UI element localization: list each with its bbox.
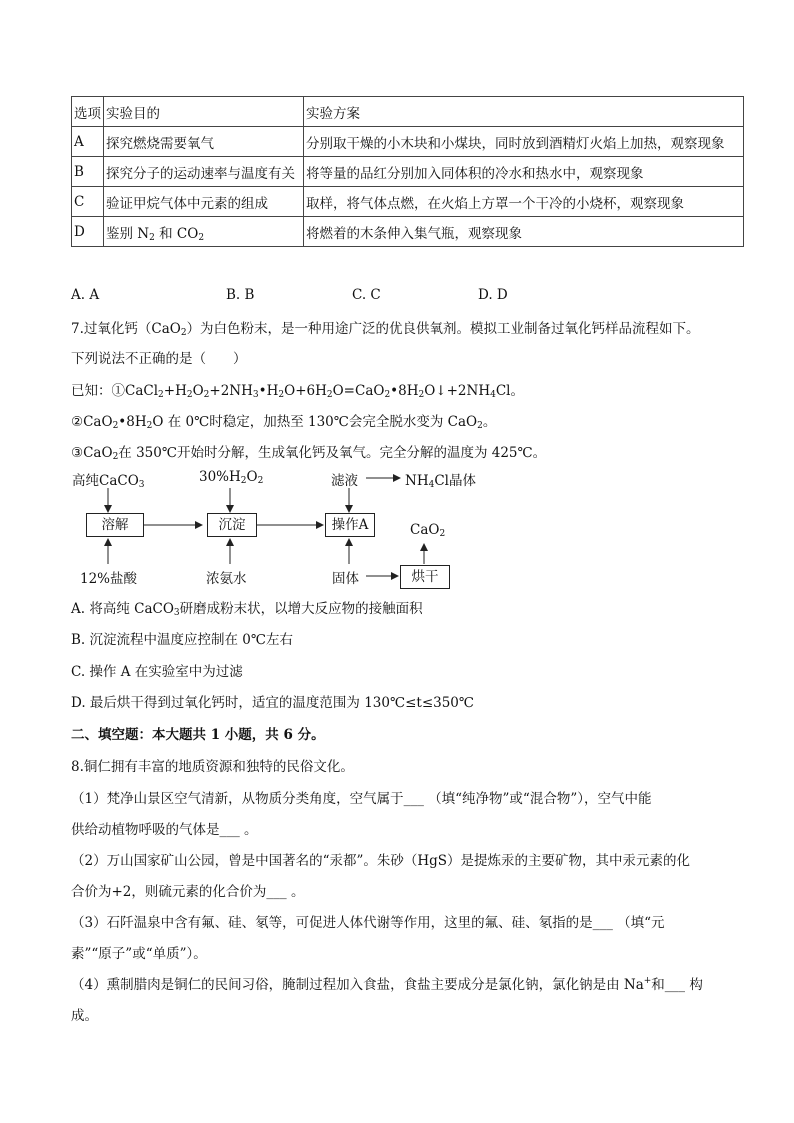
experiment-table: [71, 96, 744, 247]
q7-known-1: 已知：$①CaCl_2+H_2O_2+2NH_3•H_2O+6H_2O=CaO_2•8H_2O↓+2NH_4Cl$。: [71, 383, 524, 400]
q8-part2-line2: 合价为+2，则硫元素的化合价为___ 。: [71, 884, 305, 900]
section-2-heading: 二、填空题：本大题共 1 小题，共 6 分。: [71, 727, 325, 743]
row-plan: 将等量的品红分别加入同体积的冷水和热水中，观察现象: [304, 157, 744, 187]
process-flow-diagram: [60, 464, 520, 596]
table-header-row: [72, 97, 744, 127]
table-row: [72, 157, 744, 187]
choice-d[interactable]: D. D: [478, 287, 508, 303]
choice-b[interactable]: B. B: [226, 287, 255, 303]
q7-option-d[interactable]: D. 最后烘干得到过氧化钙时，适宜的温度范围为 130℃≤t≤350℃: [71, 695, 475, 711]
row-option: C: [72, 187, 104, 217]
row-purpose: 探究燃烧需要氧气: [104, 127, 304, 157]
table-row: [72, 187, 744, 217]
q8-part1-line2: 供给动植物呼吸的气体是___ 。: [71, 822, 258, 838]
filtrate-label: 滤液: [331, 473, 358, 489]
q8-part4-line2: 成。: [71, 1008, 98, 1024]
input-high-purity-caco3: 高纯CaCO$_3$: [72, 473, 145, 490]
table-row: [72, 217, 744, 247]
q7-option-c[interactable]: C. 操作 A 在实验室中为过滤: [71, 664, 243, 680]
row-plan: 将燃着的木条伸入集气瓶，观察现象: [304, 217, 744, 247]
box-operation-a: 操作A: [325, 513, 375, 537]
q7-stem-line2: 下列说法不正确的是（ ）: [71, 351, 247, 367]
row-option: A: [72, 127, 104, 157]
box-precipitate: 沉淀: [207, 513, 257, 537]
output-cao2: CaO$_2$: [410, 522, 446, 539]
header-purpose: 实验目的: [104, 97, 304, 127]
table-row: [72, 127, 744, 157]
q7-stem-line1: 7.过氧化钙（CaO$_2$）为白色粉末，是一种用途广泛的优良供氧剂。模拟工业制备过氧化钙样品流程如下。: [71, 321, 700, 338]
row-option: D: [72, 217, 104, 247]
row-plan: 取样，将气体点燃，在火焰上方罩一个干冷的小烧杯，观察现象: [304, 187, 744, 217]
q7-option-a[interactable]: A. 将高纯 CaCO$_3$研磨成粉末状，以增大反应物的接触面积: [71, 601, 423, 618]
header-option: 选项: [72, 97, 104, 127]
q8-part2-line1: （2）万山国家矿山公园，曾是中国著名的“汞都”。朱砂（HgS）是提炼汞的主要矿物，其中汞元素的化: [71, 853, 691, 869]
input-hcl: 12%盐酸: [80, 571, 138, 587]
solid-label: 固体: [332, 571, 359, 587]
header-plan: 实验方案: [304, 97, 744, 127]
row-purpose: 鉴别 $N_2$ 和 $CO_2$: [104, 217, 304, 247]
choice-a[interactable]: A. A: [71, 287, 100, 303]
q7-known-2: $②CaO_2•8H_2O$ 在 0℃时稳定，加热至 130℃会完全脱水变为 CaO$_2$。: [71, 414, 497, 431]
q8-part4-line1: （4）熏制腊肉是铜仁的民间习俗，腌制过程加入食盐，食盐主要成分是氯化钠，氯化钠是由 Na+和___ 构: [71, 976, 703, 993]
q7-option-b[interactable]: B. 沉淀流程中温度应控制在 0℃左右: [71, 632, 293, 648]
q8-stem: 8.铜仁拥有丰富的地质资源和独特的民俗文化。: [71, 759, 354, 775]
box-dissolve: 溶解: [86, 513, 144, 537]
q8-part3-line2: 素”“原子”或“单质”）。: [71, 946, 207, 962]
q8-part1-line1: （1）梵净山景区空气清新，从物质分类角度，空气属于___ （填“纯净物”或“混合物”），空气中能: [71, 791, 652, 807]
row-purpose: 验证甲烷气体中元素的组成: [104, 187, 304, 217]
row-purpose: 探究分子的运动速率与温度有关: [104, 157, 304, 187]
q8-part3-line1: （3）石阡温泉中含有氟、硅、氡等，可促进人体代谢等作用，这里的氟、硅、氡指的是___ （填“元: [71, 915, 665, 931]
box-dry: 烘干: [400, 565, 450, 589]
input-h2o2: $30\%H_2O_2$: [199, 469, 264, 486]
q7-known-3: ③CaO$_2$在 350℃开始时分解，生成氧化钙及氧气。完全分解的温度为 425℃。: [71, 445, 547, 462]
input-ammonia: 浓氨水: [206, 571, 247, 587]
row-plan: 分别取干燥的小木块和小煤块，同时放到酒精灯火焰上加热，观察现象: [304, 127, 744, 157]
product-nh4cl: $NH_4Cl$晶体: [405, 473, 476, 490]
row-option: B: [72, 157, 104, 187]
choice-c[interactable]: C. C: [352, 287, 381, 303]
